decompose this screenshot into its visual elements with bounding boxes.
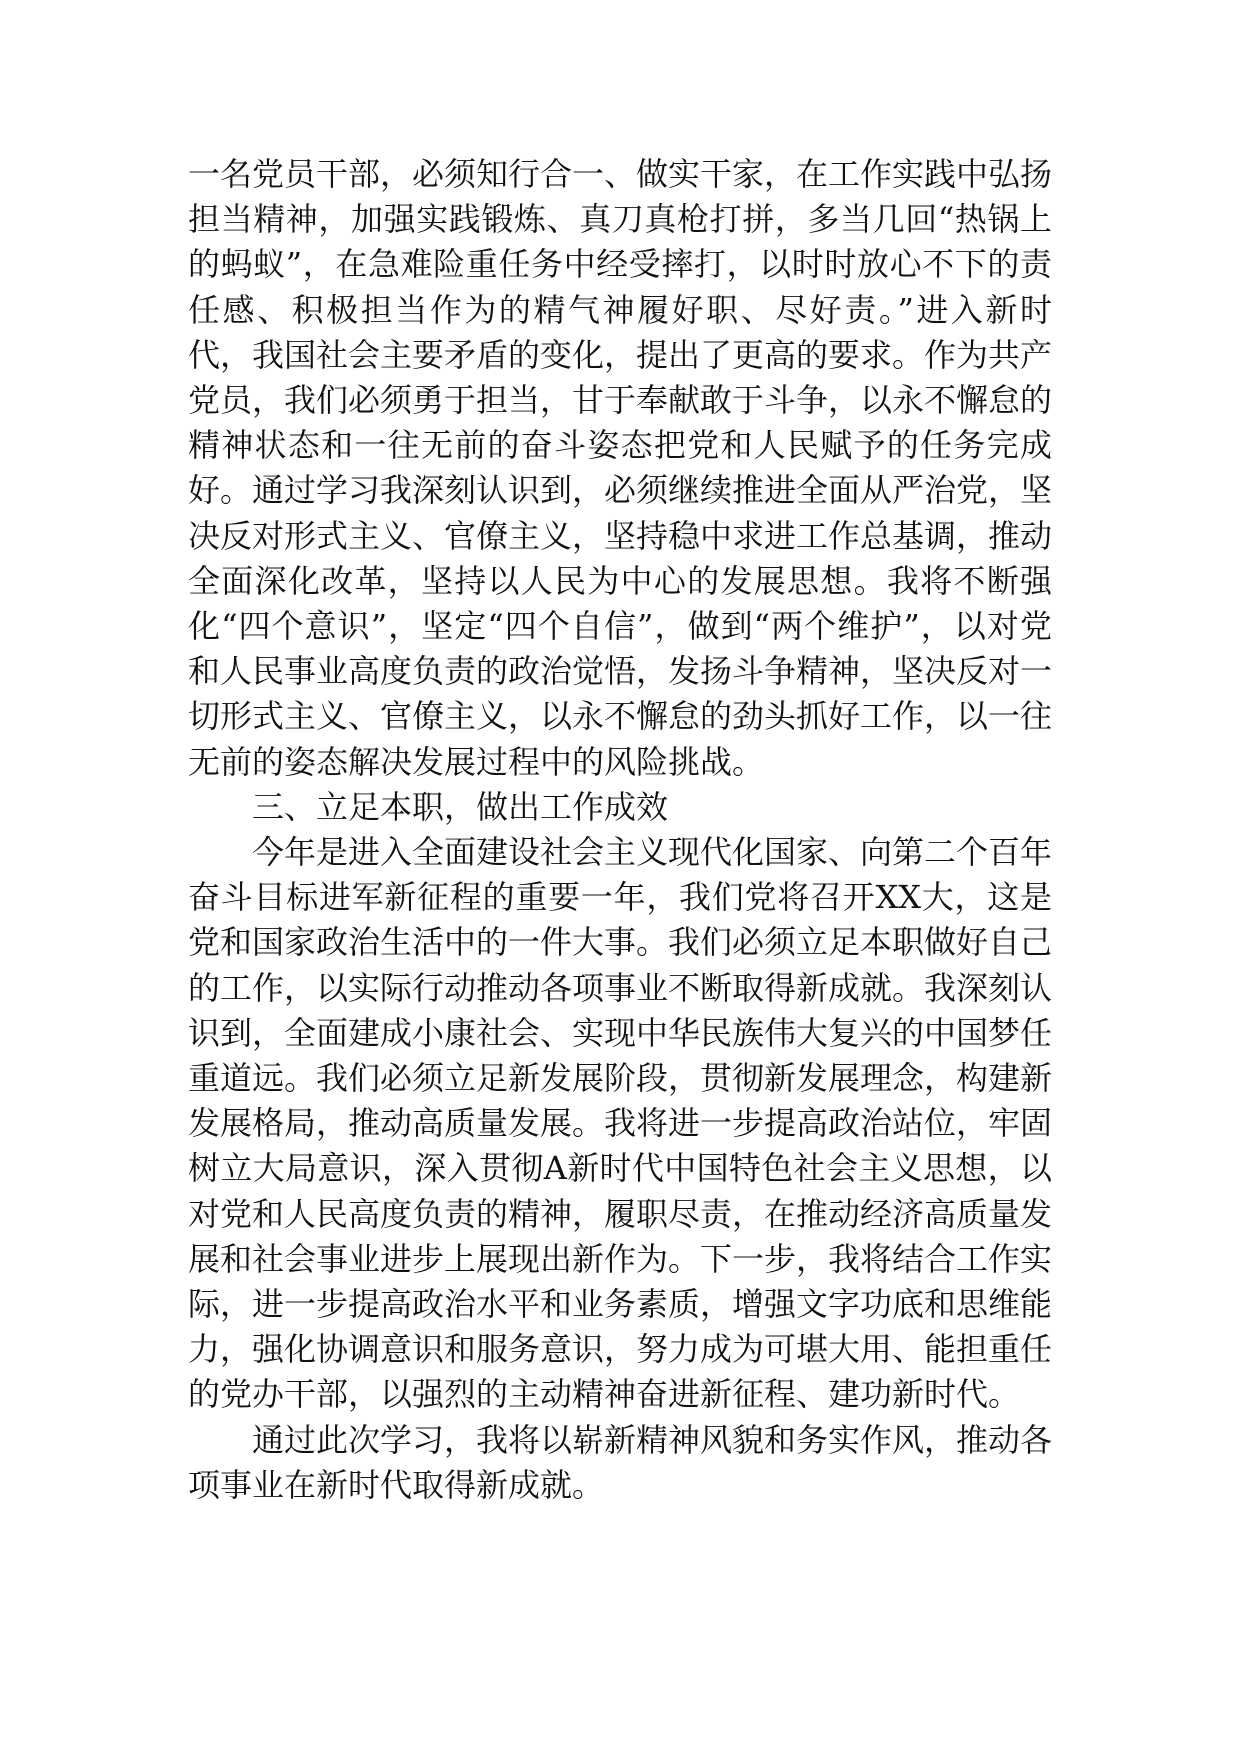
document-page xyxy=(188,152,1052,1508)
body-paragraph-1: 一名党员干部，必须知行合一、做实干家，在工作实践中弘扬担当精神，加强实践锻炼、真刀真枪打拼，多当几回“热锅上的蚂蚁”，在急难险重任务中经受摔打，以时时放心不下的责任感、积极担当作为的精气神履好职、尽好责。”进入新时代，我国社会主要矛盾的变化，提出了更高的要求。作为共产党员，我们必须勇于担当，甘于奉献敢于斗争，以永不懈怠的精神状态和一往无前的奋斗姿态把党和人民赋予的任务完成好。通过学习我深刻认识到，必须继续推进全面从严治党，坚决反对形式主义、官僚主义，坚持稳中求进工作总基调，推动全面深化改革，坚持以人民为中心的发展思想。我将不断强化“四个意识”，坚定“四个自信”，做到“两个维护”，以对党和人民事业高度负责的政治觉悟，发扬斗争精神，坚决反对一切形式主义、官僚主义，以永不懈怠的劲头抓好工作，以一往无前的姿态解决发展过程中的风险挑战。 xyxy=(188,155,1053,781)
section-heading-3: 三、立足本职，做出工作成效 xyxy=(252,787,669,826)
body-paragraph-2: 今年是进入全面建设社会主义现代化国家、向第二个百年奋斗目标进军新征程的重要一年，我们党将召开XX大，这是党和国家政治生活中的一件大事。我们必须立足本职做好自己的工作，以实际行动推动各项事业不断取得新成就。我深刻认识到，全面建成小康社会、实现中华民族伟大复兴的中国梦任重道远。我们必须立足新发展阶段，贯彻新发展理念，构建新发展格局，推动高质量发展。我将进一步提高政治站位，牢固树立大局意识，深入贯彻A新时代中国特色社会主义思想，以对党和人民高度负责的精神，履职尽责，在推动经济高质量发展和社会事业进步上展现出新作为。下一步，我将结合工作实际，进一步提高政治水平和业务素质，增强文字功底和思维能力，强化协调意识和服务意识，努力成为可堪大用、能担重任的党办干部，以强烈的主动精神奋进新征程、建功新时代。 xyxy=(188,833,1053,1414)
body-paragraph-3: 通过此次学习，我将以崭新精神风貌和务实作风，推动各项事业在新时代取得新成就。 xyxy=(188,1420,1053,1504)
